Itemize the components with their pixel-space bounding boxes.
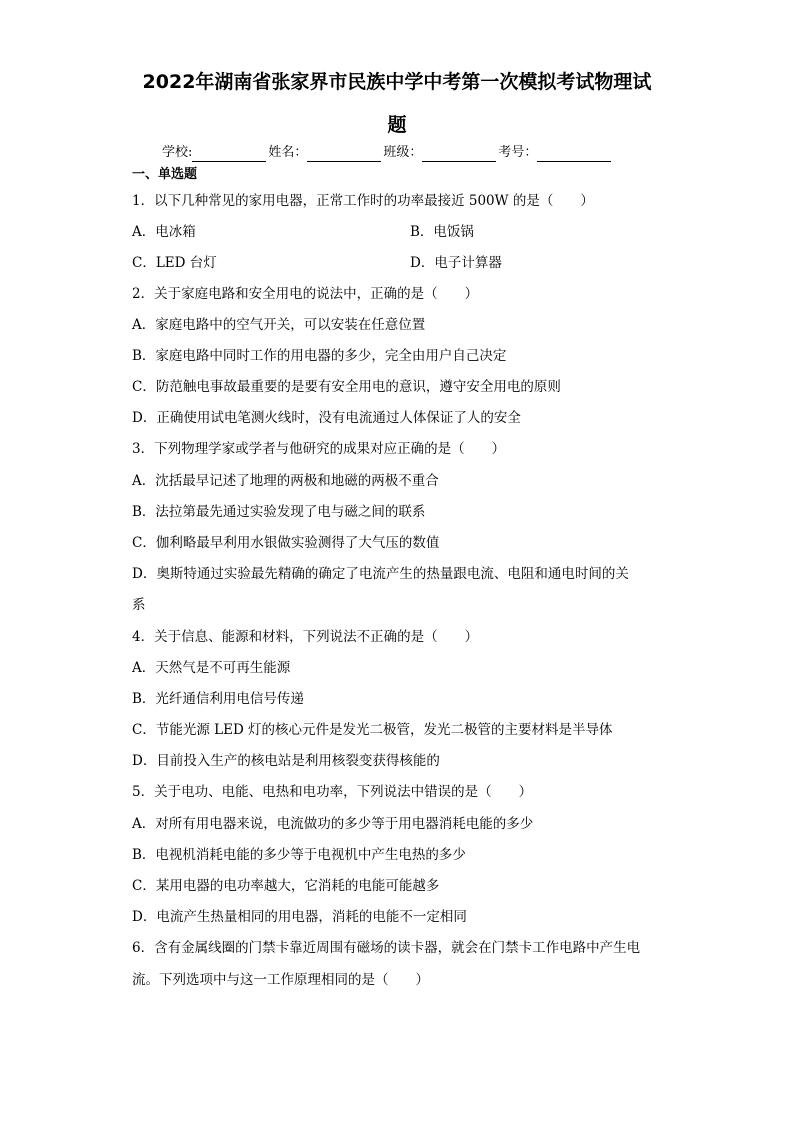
question-1-option-d: D．电子计算器 (410, 255, 502, 271)
question-3-stem: 3．下列物理学家或学者与他研究的成果对应正确的是（ ） (132, 441, 506, 457)
name-blank (307, 147, 381, 162)
question-2-option-c: C．防范触电事故最重要的是要有安全用电的意识，遵守安全用电的原则 (132, 379, 561, 395)
question-5-option-a: A．对所有用电器来说，电流做功的多少等于用电器消耗电能的多少 (132, 816, 534, 832)
question-2-option-d: D．正确使用试电笔测火线时，没有电流通过人体保证了人的安全 (132, 410, 521, 426)
question-5-option-b: B．电视机消耗电能的多少等于电视机中产生电热的多少 (132, 847, 466, 863)
name-label: 姓名： (268, 145, 308, 160)
question-5-option-c: C．某用电器的电功率越大，它消耗的电能可能越多 (132, 878, 440, 894)
question-4-option-b: B．光纤通信利用电信号传递 (132, 691, 304, 707)
question-2-stem: 2．关于家庭电路和安全用电的说法中，正确的是（ ） (132, 286, 479, 302)
exam-no-blank (537, 147, 611, 162)
question-3-option-d-continued: 系 (132, 597, 146, 613)
question-5-option-d: D．电流产生热量相同的用电器，消耗的电能不一定相同 (132, 909, 467, 925)
question-3-option-c: C．伽利略最早利用水银做实验测得了大气压的数值 (132, 535, 440, 551)
school-label: 学校: (162, 145, 193, 160)
class-label: 班级： (383, 145, 423, 160)
exam-no-label: 考号： (498, 145, 538, 160)
exam-title-line-1: 2022年湖南省张家界市民族中学中考第一次模拟考试物理试 (142, 71, 652, 93)
class-blank (422, 147, 496, 162)
question-2-option-b: B．家庭电路中同时工作的用电器的多少，完全由用户自己决定 (132, 348, 507, 364)
question-4-option-c: C．节能光源 LED 灯的核心元件是发光二极管，发光二极管的主要材料是半导体 (132, 722, 613, 738)
student-info-row (162, 144, 613, 162)
question-4-option-a: A．天然气是不可再生能源 (132, 660, 291, 676)
question-5-stem: 5．关于电功、电能、电热和电功率，下列说法中错误的是（ ） (132, 784, 533, 800)
question-2-option-a: A．家庭电路中的空气开关，可以安装在任意位置 (132, 317, 426, 333)
question-3-option-d: D．奥斯特通过实验最先精确的确定了电流产生的热量跟电流、电阻和通电时间的关 (132, 566, 629, 582)
section-title: 一、单选题 (132, 167, 198, 182)
question-3-option-b: B．法拉第最先通过实验发现了电与磁之间的联系 (132, 504, 426, 520)
question-1-stem: 1．以下几种常见的家用电器，正常工作时的功率最接近 500W 的是（ ） (132, 193, 594, 209)
school-blank (192, 147, 266, 162)
question-3-option-a: A．沈括最早记述了地理的两极和地磁的两极不重合 (132, 473, 439, 489)
question-1-option-c: C．LED 台灯 (132, 255, 217, 271)
question-1-option-b: B．电饭锅 (410, 224, 474, 240)
question-6-stem: 6．含有金属线圈的门禁卡靠近周围有磁场的读卡器，就会在门禁卡工作电路中产生电 (132, 940, 641, 956)
question-6-stem-continued: 流。下列选项中与这一工作原理相同的是（ ） (132, 972, 429, 988)
exam-title-line-2: 题 (387, 114, 407, 136)
question-1-option-a: A．电冰箱 (132, 224, 196, 240)
question-4-stem: 4．关于信息、能源和材料，下列说法不正确的是（ ） (132, 629, 479, 645)
question-4-option-d: D．目前投入生产的核电站是利用核裂变获得核能的 (132, 753, 440, 769)
